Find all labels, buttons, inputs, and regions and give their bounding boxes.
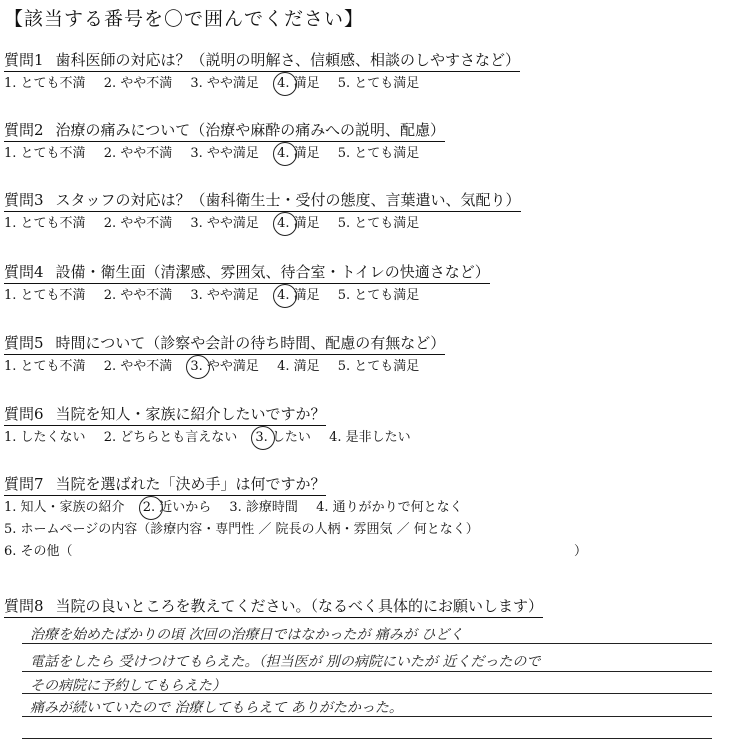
- page-title: 【該当する番号を〇で囲んでください】: [4, 8, 365, 30]
- option-1[interactable]: 1. とても不満: [4, 216, 86, 231]
- option-3[interactable]: 3. やや満足: [190, 216, 259, 231]
- question-header: [4, 596, 543, 618]
- question-7: [4, 474, 729, 562]
- option-4-selected[interactable]: 4. 満足: [277, 286, 320, 306]
- option-4[interactable]: 4. 通りがかりで何となく: [316, 500, 463, 515]
- question-text: 当院を知人・家族に紹介したいですか？: [55, 405, 326, 423]
- option-1[interactable]: 1. とても不満: [4, 76, 86, 91]
- option-5[interactable]: 5. とても満足: [337, 216, 420, 231]
- question-label: 質問5: [4, 334, 44, 352]
- option-3-selected[interactable]: 3. したい: [255, 428, 311, 448]
- option-3[interactable]: 3. やや満足: [190, 146, 259, 161]
- option-3[interactable]: 3. やや満足: [190, 288, 259, 303]
- question-header: [4, 404, 326, 426]
- answer-options: [4, 428, 729, 448]
- question-2: [4, 120, 729, 164]
- question-text: 当院を選ばれた「決め手」は何ですか？: [55, 475, 326, 493]
- option-3-selected[interactable]: 3. やや満足: [190, 357, 259, 377]
- question-header: [4, 120, 445, 142]
- answer-options: [4, 214, 729, 234]
- answer-options: [4, 74, 729, 94]
- option-4-selected[interactable]: 4. 満足: [277, 74, 320, 94]
- option-2[interactable]: 2. やや不満: [103, 146, 173, 161]
- option-4[interactable]: 4. 是非したい: [329, 430, 411, 445]
- option-2[interactable]: 2. やや不満: [103, 76, 173, 91]
- handwritten-answer-line-2: 電話をしたら 受けつけてもらえた。（担当医が 別の病院にいたが 近くだったので: [30, 654, 541, 670]
- option-5[interactable]: 5. とても満足: [337, 146, 420, 161]
- answer-options: [4, 357, 729, 377]
- other-close-paren: ）: [574, 544, 588, 559]
- question-label: 質問1: [4, 51, 44, 69]
- option-5[interactable]: 5. とても満足: [337, 76, 420, 91]
- question-text: 当院の良いところを教えてください。（なるべく具体的にお願いします）: [55, 597, 544, 615]
- handwritten-answer-line-3: その病院に予約してもらえた）: [30, 678, 226, 694]
- question-header: [4, 262, 490, 284]
- question-label: 質問7: [4, 475, 44, 493]
- answer-options: [4, 286, 729, 306]
- question-header: [4, 50, 520, 72]
- option-4[interactable]: 4. 満足: [277, 359, 320, 374]
- question-text: 時間について（診察や会計の待ち時間、配慮の有無など）: [55, 334, 446, 352]
- question-label: 質問2: [4, 121, 44, 139]
- option-2[interactable]: 2. やや不満: [103, 216, 173, 231]
- question-label: 質問8: [4, 597, 44, 615]
- option-3[interactable]: 3. 診療時間: [229, 500, 298, 515]
- question-4: [4, 262, 729, 306]
- option-1[interactable]: 1. とても不満: [4, 359, 86, 374]
- option-1[interactable]: 1. 知人・家族の紹介: [4, 500, 125, 515]
- answer-line: [22, 671, 712, 672]
- question-text: スタッフの対応は？（歯科衛生士・受付の態度、言葉遣い、気配り）: [55, 191, 521, 209]
- option-5[interactable]: 5. ホームページの内容（診療内容・専門性 ／ 院長の人柄・雰囲気 ／ 何となく）: [4, 522, 479, 537]
- option-3[interactable]: 3. やや満足: [190, 76, 259, 91]
- answer-line: [22, 738, 712, 739]
- question-5: [4, 333, 729, 377]
- question-label: 質問4: [4, 263, 44, 281]
- question-label: 質問6: [4, 405, 44, 423]
- option-2[interactable]: 2. やや不満: [103, 288, 173, 303]
- question-header: [4, 333, 445, 355]
- question-text: 設備・衛生面（清潔感、雰囲気、待合室・トイレの快適さなど）: [55, 263, 490, 281]
- question-header: [4, 190, 521, 212]
- answer-options: [4, 144, 729, 164]
- option-5[interactable]: 5. とても満足: [337, 288, 420, 303]
- answer-options-line-2: [4, 520, 729, 540]
- option-2-selected[interactable]: 2. 近いから: [143, 498, 212, 518]
- option-1[interactable]: 1. とても不満: [4, 288, 86, 303]
- question-header: [4, 474, 326, 496]
- handwritten-answer-line-1: 治療を始めたばかりの頃 次回の治療日ではなかったが 痛みが ひどく: [30, 627, 464, 643]
- option-2[interactable]: 2. やや不満: [103, 359, 173, 374]
- option-5[interactable]: 5. とても満足: [337, 359, 420, 374]
- question-label: 質問3: [4, 191, 44, 209]
- question-8: [4, 596, 729, 618]
- option-2[interactable]: 2. どちらとも言えない: [103, 430, 238, 445]
- question-text: 歯科医師の対応は？（説明の明解さ、信頼感、相談のしやすさなど）: [55, 51, 520, 69]
- option-1[interactable]: 1. したくない: [4, 430, 86, 445]
- question-3: [4, 190, 729, 234]
- question-6: [4, 404, 729, 448]
- handwritten-answer-line-4: 痛みが続いていたので 治療してもらえて ありがたかった。: [30, 700, 403, 716]
- answer-options: [4, 498, 729, 518]
- option-4-selected[interactable]: 4. 満足: [277, 214, 320, 234]
- question-1: [4, 50, 729, 94]
- option-6[interactable]: 6. その他（: [4, 544, 73, 559]
- question-text: 治療の痛みについて（治療や麻酔の痛みへの説明、配慮）: [55, 121, 445, 139]
- option-1[interactable]: 1. とても不満: [4, 146, 86, 161]
- option-4-selected[interactable]: 4. 満足: [277, 144, 320, 164]
- answer-options-line-3: [4, 542, 729, 562]
